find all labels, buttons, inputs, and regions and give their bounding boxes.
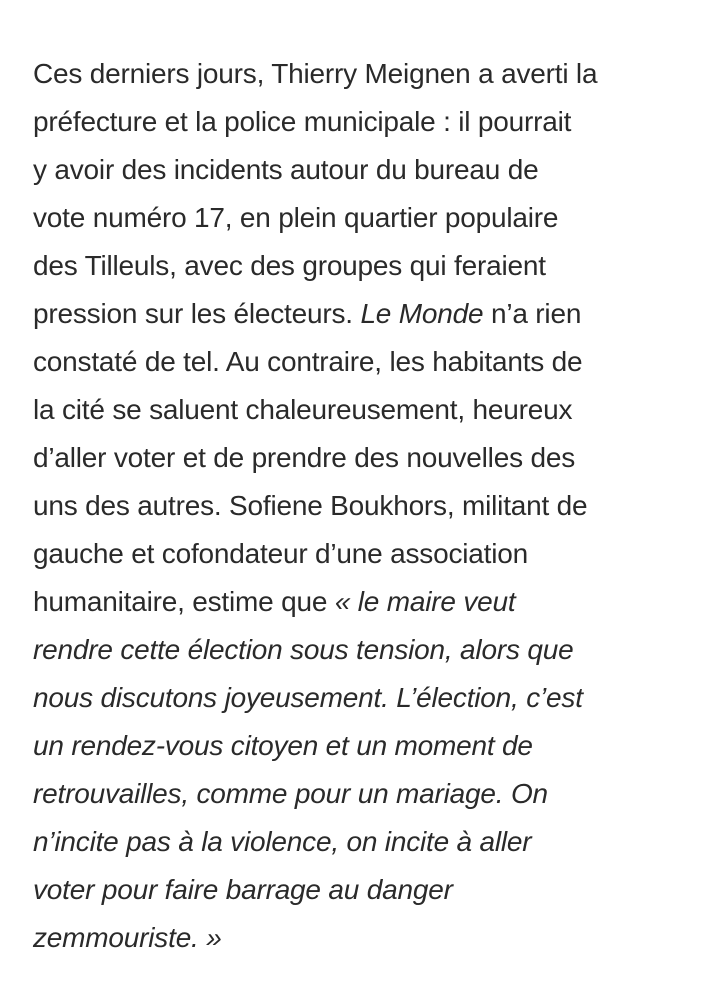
text-line <box>33 482 703 530</box>
text-line <box>33 194 703 242</box>
text-segment: préfecture et la police municipale : il pourrait <box>33 106 572 137</box>
italic-text-segment: un rendez-vous citoyen et un moment de <box>33 730 533 761</box>
text-line <box>33 146 703 194</box>
text-line <box>33 242 703 290</box>
text-line <box>33 626 703 674</box>
text-segment: pression sur les électeurs. <box>33 298 361 329</box>
text-segment: n’a rien <box>483 298 582 329</box>
text-line <box>33 290 703 338</box>
text-line <box>33 674 703 722</box>
text-line <box>33 98 703 146</box>
text-line <box>33 434 703 482</box>
italic-text-segment: nous discutons joyeusement. L’élection, c’est <box>33 682 583 713</box>
text-line <box>33 914 703 962</box>
text-segment: la cité se saluent chaleureusement, heureux <box>33 394 573 425</box>
italic-text-segment: Le Monde <box>360 298 484 329</box>
text-line <box>33 578 703 626</box>
italic-text-segment: « le maire veut <box>334 586 516 617</box>
text-line <box>33 722 703 770</box>
text-segment: y avoir des incidents autour du bureau de <box>33 154 539 185</box>
text-segment: gauche et cofondateur d’une association <box>33 538 529 569</box>
italic-text-segment: zemmouriste. » <box>33 922 222 953</box>
italic-text-segment: rendre cette élection sous tension, alors que <box>33 634 574 665</box>
text-line <box>33 50 703 98</box>
text-segment: vote numéro 17, en plein quartier populaire <box>33 202 559 233</box>
article-paragraph <box>33 50 703 962</box>
text-line <box>33 818 703 866</box>
text-line <box>33 338 703 386</box>
text-segment: d’aller voter et de prendre des nouvelles des <box>33 442 576 473</box>
text-segment: Ces derniers jours, Thierry Meignen a averti la <box>33 58 598 89</box>
italic-text-segment: n’incite pas à la violence, on incite à aller <box>33 826 532 857</box>
text-line <box>33 386 703 434</box>
text-line <box>33 866 703 914</box>
text-line <box>33 530 703 578</box>
italic-text-segment: voter pour faire barrage au danger <box>33 874 453 905</box>
text-segment: uns des autres. Sofiene Boukhors, militant de <box>33 490 588 521</box>
text-segment: constaté de tel. Au contraire, les habitants de <box>33 346 583 377</box>
text-segment: humanitaire, estime que <box>33 586 335 617</box>
text-line <box>33 770 703 818</box>
text-segment: des Tilleuls, avec des groupes qui feraient <box>33 250 546 281</box>
italic-text-segment: retrouvailles, comme pour un mariage. On <box>33 778 548 809</box>
